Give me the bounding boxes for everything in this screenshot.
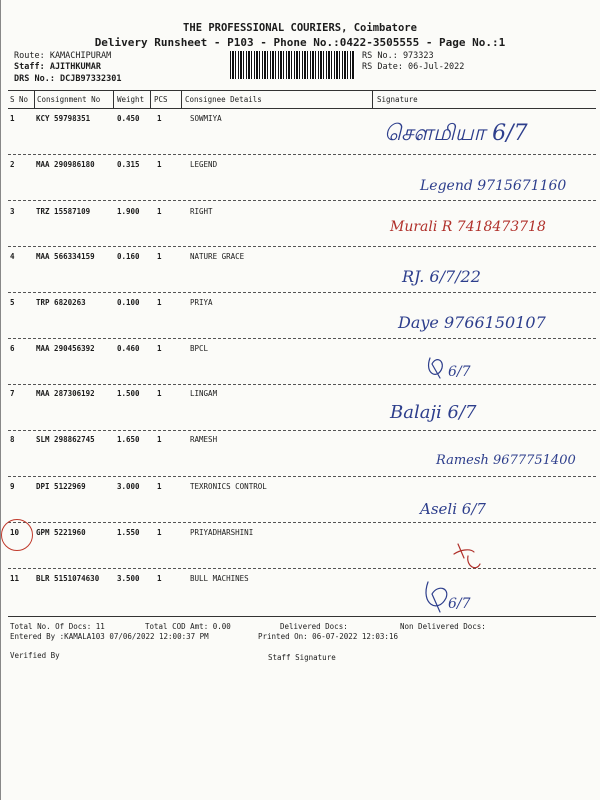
barcode-icon [230, 51, 355, 79]
row-pcs: 1 [157, 574, 162, 583]
verified-by: Verified By [10, 651, 60, 660]
table-row [0, 526, 600, 572]
row-consignee: BULL MACHINES [190, 574, 249, 583]
signature-9 [380, 484, 580, 526]
signature-11-text: 6/7 [448, 596, 471, 612]
total-cod: Total COD Amt: 0.00 [145, 622, 231, 631]
table-header-border [8, 108, 596, 109]
signature-2 [380, 162, 580, 202]
row-consignment: TRZ 15587109 [36, 207, 91, 216]
row-consignment: TRP 6820263 [36, 298, 86, 307]
total-docs: Total No. Of Docs: 11 [10, 622, 105, 631]
col-divider [372, 90, 373, 108]
row-sno: 2 [10, 160, 15, 169]
signature-4 [380, 252, 580, 294]
signature-3-text: Murali R 7418473718 [390, 219, 546, 235]
entered-by: Entered By :KAMALA103 07/06/2022 12:00:37 PM [10, 632, 209, 641]
col-header-signature: Signature [377, 95, 418, 104]
signature-3 [380, 205, 580, 245]
col-divider [150, 90, 151, 108]
red-circle-mark [1, 519, 33, 551]
row-pcs: 1 [157, 482, 162, 491]
table-top-border [8, 90, 596, 91]
signature-2-text: Legend 9715671160 [420, 178, 567, 194]
route-label: Route: KAMACHIPURAM [14, 51, 112, 61]
printed-on: Printed On: 06-07-2022 12:03:16 [258, 632, 398, 641]
signature-4-text: RJ. 6/7/22 [402, 267, 481, 286]
company-name: THE PROFESSIONAL COURIERS, Coimbatore [183, 22, 417, 34]
row-weight: 0.315 [117, 160, 140, 169]
row-consignee: NATURE GRACE [190, 252, 245, 261]
row-consignee: LEGEND [190, 160, 218, 169]
row-consignee: RAMESH [190, 435, 218, 444]
rs-date: RS Date: 06-Jul-2022 [362, 62, 465, 72]
row-sno: 11 [10, 574, 20, 583]
row-sno: 3 [10, 207, 15, 216]
row-pcs: 1 [157, 435, 162, 444]
rs-number: RS No.: 973323 [362, 51, 434, 61]
row-consignee: SOWMIYA [190, 114, 222, 123]
row-consignment: MAA 287306192 [36, 389, 95, 398]
row-pcs: 1 [157, 528, 162, 537]
col-header-weight: Weight [117, 95, 145, 104]
row-consignee: RIGHT [190, 207, 213, 216]
row-pcs: 1 [157, 389, 162, 398]
row-weight: 1.900 [117, 207, 140, 216]
col-header-sno: S No [10, 95, 29, 104]
row-weight: 3.500 [117, 574, 140, 583]
signature-1 [380, 114, 540, 158]
signature-5 [380, 298, 590, 340]
row-sno: 10 [10, 528, 20, 537]
row-sno: 7 [10, 389, 15, 398]
signature-1-text: சௌமியா 6/7 [384, 121, 528, 146]
row-consignment: GPM 5221960 [36, 528, 86, 537]
signature-5-text: Daye 9766150107 [398, 313, 546, 332]
row-weight: 1.500 [117, 389, 140, 398]
row-consignee: PRIYA [190, 298, 213, 307]
row-pcs: 1 [157, 114, 162, 123]
non-delivered-docs: Non Delivered Docs: [400, 622, 486, 631]
row-consignment: MAA 566334159 [36, 252, 95, 261]
row-consignee: LINGAM [190, 389, 218, 398]
row-pcs: 1 [157, 207, 162, 216]
col-header-consignee: Consignee Details [185, 95, 262, 104]
row-sno: 4 [10, 252, 15, 261]
staff-label: Staff: AJITHKUMAR [14, 62, 101, 72]
signature-8 [380, 436, 590, 478]
row-pcs: 1 [157, 344, 162, 353]
row-consignee: BPCL [190, 344, 209, 353]
row-weight: 1.550 [117, 528, 140, 537]
row-consignee: TEXRONICS CONTROL [190, 482, 267, 491]
page-title: Delivery Runsheet - P103 - Phone No.:0422-3505555 - Page No.:1 [94, 36, 506, 49]
col-divider [181, 90, 182, 108]
signature-8-text: Ramesh 9677751400 [436, 453, 576, 468]
staff-signature: Staff Signature [268, 653, 336, 662]
row-weight: 0.100 [117, 298, 140, 307]
row-consignment: KCY 59798351 [36, 114, 91, 123]
row-sno: 5 [10, 298, 15, 307]
row-separator [8, 246, 596, 247]
signature-9-text: Aseli 6/7 [420, 500, 486, 518]
col-divider [113, 90, 114, 108]
row-sno: 1 [10, 114, 15, 123]
row-consignee: PRIYADHARSHINI [190, 528, 254, 537]
col-header-pcs: PCS [154, 95, 168, 104]
signature-7-text: Balaji 6/7 [390, 402, 477, 423]
row-consignment: SLM 298862745 [36, 435, 95, 444]
delivered-docs: Delivered Docs: [280, 622, 348, 631]
row-consignment: BLR 5151074630 [36, 574, 100, 583]
signature-6-text: 6/7 [448, 364, 471, 380]
row-pcs: 1 [157, 160, 162, 169]
row-pcs: 1 [157, 252, 162, 261]
row-consignment: MAA 290986180 [36, 160, 95, 169]
row-consignment: DPI 5122969 [36, 482, 86, 491]
row-weight: 0.460 [117, 344, 140, 353]
row-weight: 0.450 [117, 114, 140, 123]
row-weight: 3.000 [117, 482, 140, 491]
drs-number: DRS No.: DCJB97332301 [14, 74, 122, 84]
row-sno: 8 [10, 435, 15, 444]
row-sno: 9 [10, 482, 15, 491]
row-pcs: 1 [157, 298, 162, 307]
signature-11 [380, 574, 580, 618]
row-weight: 1.650 [117, 435, 140, 444]
col-header-consignment: Consignment No [37, 95, 101, 104]
row-weight: 0.160 [117, 252, 140, 261]
col-divider [34, 90, 35, 108]
row-consignment: MAA 290456392 [36, 344, 95, 353]
signature-7 [380, 390, 580, 432]
signature-6 [380, 344, 580, 386]
row-sno: 6 [10, 344, 15, 353]
